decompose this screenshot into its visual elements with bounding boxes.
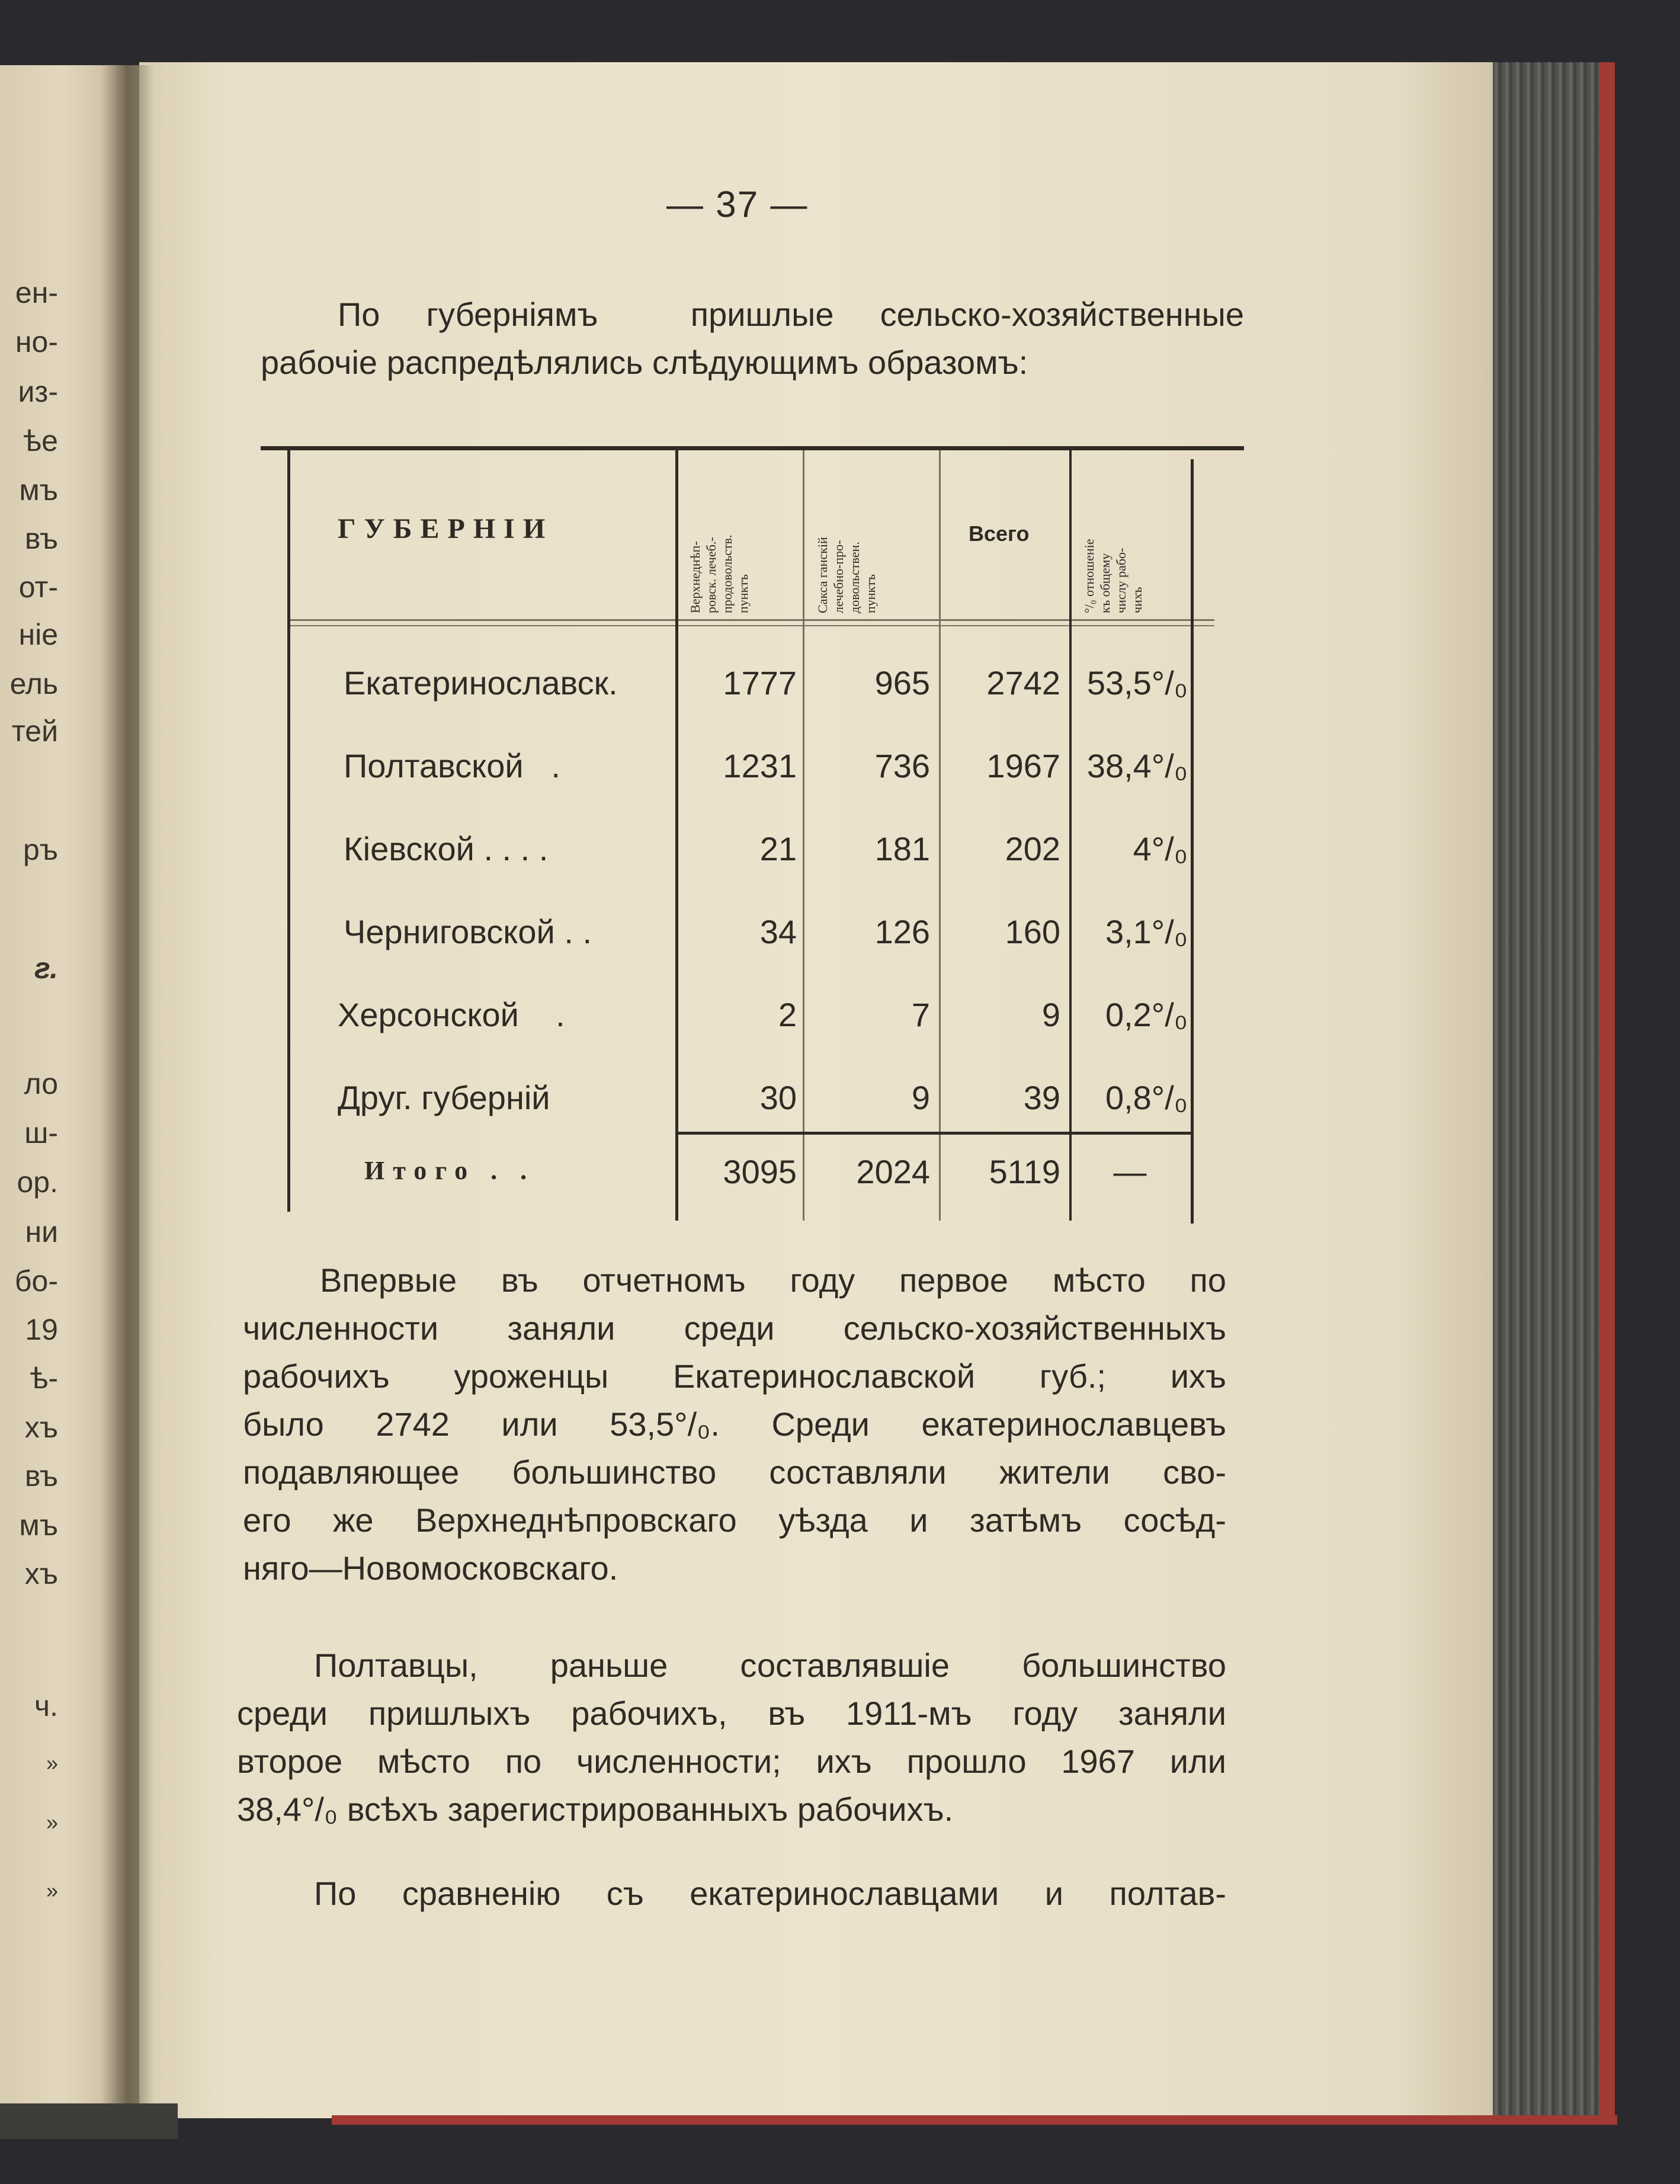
left-fragment: »	[46, 1810, 58, 1834]
book-cover-bottom	[332, 2115, 1617, 2125]
row-c2: 965	[874, 664, 930, 702]
row-c1: 2	[778, 996, 797, 1033]
row-c2: 7	[911, 996, 930, 1033]
page-edges	[1493, 62, 1611, 2121]
col-rule-4	[1069, 450, 1072, 1221]
left-fragment: мъ	[19, 473, 58, 507]
text-line: рабочихъ уроженцы Екатеринославской губ.; ихъ	[243, 1357, 1226, 1395]
book-gutter	[101, 65, 154, 2103]
text-line: 38,4°/₀ всѣхъ зарегистрированныхъ рабочихъ.	[237, 1791, 954, 1828]
book-cover-edge	[1599, 62, 1615, 2124]
total-c4: —	[1113, 1153, 1147, 1190]
left-fragment: »	[46, 1878, 58, 1903]
col-rule-3	[939, 450, 941, 1221]
left-fragment: бо-	[14, 1264, 58, 1298]
left-fragment: »	[46, 1751, 58, 1775]
left-fragment: въ	[24, 522, 58, 555]
total-label: Итого . .	[364, 1156, 536, 1185]
col-rule-2	[803, 450, 804, 1221]
col-rule-1	[675, 450, 678, 1221]
header-rule	[290, 619, 1214, 621]
header-col1: Верхнеднѣп- ровск. лечеб.- продовольств. пунктъ	[688, 534, 751, 613]
row-c4: 3,1°/₀	[1105, 913, 1188, 950]
row-name: Полтавской .	[344, 747, 560, 784]
table-left-rule	[287, 450, 290, 1212]
row-name: Екатеринославск.	[344, 664, 618, 702]
page-number: — 37 —	[666, 184, 809, 225]
row-c2: 736	[874, 747, 930, 784]
table-top-rule	[261, 446, 1244, 450]
left-fragment: ш-	[24, 1116, 58, 1149]
left-fragment: ѣе	[23, 424, 58, 457]
left-fragment: ръ	[23, 833, 58, 866]
text-line: По сравненію съ екатеринославцами и полтав-	[314, 1875, 1226, 1912]
row-c2: 9	[911, 1079, 930, 1116]
left-fragment: из-	[18, 375, 58, 408]
row-c1: 30	[759, 1079, 797, 1116]
left-fragment: но-	[15, 325, 58, 358]
row-c2: 181	[874, 830, 930, 867]
left-fragment: ен-	[15, 276, 58, 309]
left-fragment: ло	[24, 1067, 58, 1100]
row-name: Друг. губерній	[338, 1079, 550, 1116]
left-fragment: тей	[11, 715, 58, 748]
row-c3: 2742	[986, 664, 1060, 702]
left-fragment: от-	[18, 571, 58, 604]
row-name: Херсонской .	[338, 996, 565, 1033]
left-fragment: хъ	[24, 1557, 58, 1590]
row-c1: 21	[759, 830, 797, 867]
row-name: Черниговской . .	[344, 913, 592, 950]
total-rule	[675, 1132, 1191, 1135]
header-rule-2	[290, 625, 1214, 626]
row-c3: 160	[1005, 913, 1060, 950]
table-right-rule	[1191, 459, 1194, 1224]
row-c1: 1231	[723, 747, 797, 784]
left-fragment: ч.	[34, 1689, 58, 1722]
row-c4: 0,2°/₀	[1105, 996, 1188, 1033]
row-c3: 202	[1005, 830, 1060, 867]
text-line: второе мѣсто по численности; ихъ прошло 1967 или	[237, 1743, 1226, 1780]
paragraph-2	[237, 1641, 1226, 1833]
row-c1: 34	[759, 913, 797, 950]
left-fragment: мъ	[19, 1509, 58, 1542]
left-fragment: ніе	[18, 618, 58, 651]
text-line: было 2742 или 53,5°/₀. Среди екатеринославцевъ	[243, 1405, 1226, 1443]
total-c3: 5119	[989, 1153, 1060, 1190]
left-fragment: ель	[9, 667, 58, 700]
left-fragment: ор.	[17, 1165, 58, 1199]
left-fragment: въ	[24, 1459, 58, 1493]
row-name: Кіевской . . . .	[344, 830, 549, 867]
row-c2: 126	[874, 913, 930, 950]
header-gubernii: ГУБЕРНІИ	[338, 513, 554, 545]
book-bottom-shadow	[0, 2103, 178, 2139]
row-c1: 1777	[723, 664, 797, 702]
text-line: численности заняли среди сельско-хозяйственныхъ	[243, 1309, 1226, 1347]
header-col3: Всего	[969, 521, 1030, 546]
left-fragment: 19	[25, 1313, 58, 1346]
paragraph-3	[237, 1869, 1226, 1917]
text-line: рабочіе распредѣлялись слѣдующимъ образомъ:	[261, 344, 1028, 381]
text-line: Полтавцы, раньше составлявшіе большинство	[314, 1647, 1226, 1684]
row-c4: 4°/₀	[1133, 830, 1188, 867]
intro-paragraph	[261, 290, 1244, 386]
total-c2: 2024	[856, 1153, 930, 1190]
left-fragment: ни	[25, 1215, 58, 1248]
left-fragment: г.	[34, 952, 58, 985]
row-c3: 1967	[986, 747, 1060, 784]
total-c1: 3095	[723, 1153, 797, 1190]
text-line: подавляющее большинство составляли жители сво-	[243, 1453, 1226, 1491]
text-line: его же Верхнеднѣпровскаго уѣзда и затѣмъ сосѣд-	[243, 1501, 1226, 1539]
text-line: среди пришлыхъ рабочихъ, въ 1911-мъ году заняли	[237, 1695, 1226, 1732]
row-c3: 9	[1041, 996, 1060, 1033]
paragraph-1	[243, 1256, 1226, 1592]
left-fragment: ѣ-	[30, 1362, 58, 1395]
left-fragment: хъ	[24, 1411, 58, 1444]
row-c3: 39	[1023, 1079, 1060, 1116]
text-line: Впервые въ отчетномъ году первое мѣсто по	[320, 1261, 1226, 1299]
row-c4: 53,5°/₀	[1086, 664, 1188, 702]
header-col4: °/₀ отношеніе къ общему числу рабо- чихъ	[1082, 539, 1144, 613]
header-col2: Сакса ганскій лечебно-про- довольствен. пунктъ	[815, 537, 878, 613]
text-line: няго—Новомосковскаго.	[243, 1549, 618, 1587]
gubernii-table	[261, 441, 1244, 1224]
row-c4: 38,4°/₀	[1086, 747, 1188, 784]
text-line: По губерніямъ пришлые сельско-хозяйственные	[338, 296, 1244, 333]
row-c4: 0,8°/₀	[1105, 1079, 1188, 1116]
